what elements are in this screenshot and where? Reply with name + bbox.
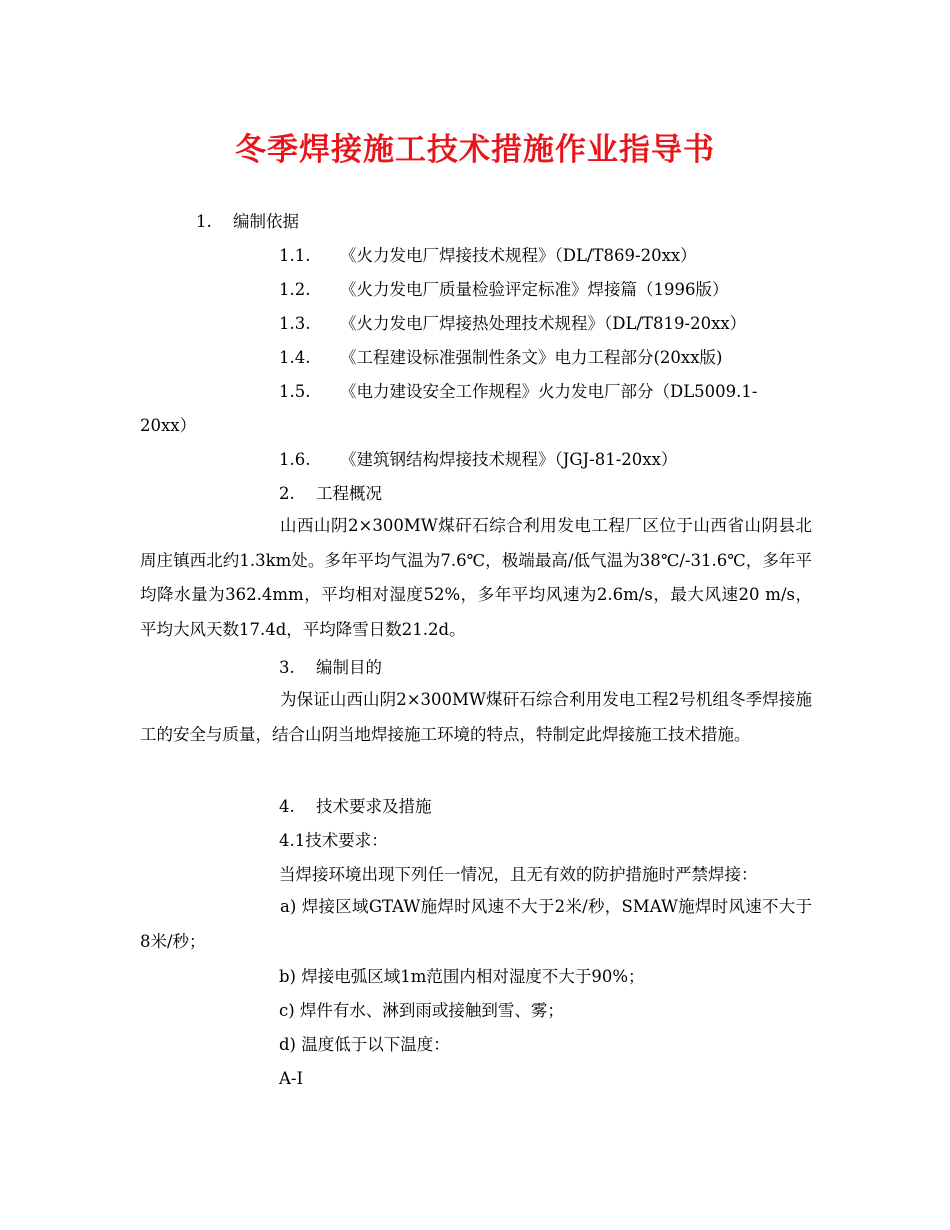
section-heading	[279, 656, 382, 680]
requirement-item-a: a) 焊接区域GTAW施焊时风速不大于2米/秒，SMAW施焊时风速不大于8米/秒；	[140, 897, 812, 951]
subsection-heading: 4.1技术要求：	[279, 831, 388, 850]
requirement-item-d: d) 温度低于以下温度：	[279, 1035, 450, 1054]
reference-number: 1.5.	[279, 382, 311, 401]
reference-item	[279, 244, 697, 268]
reference-item	[279, 312, 746, 336]
reference-text: 《火力发电厂焊接热处理技术规程》（DL/T819-20xx）	[340, 314, 747, 333]
reference-item	[279, 380, 758, 404]
reference-number: 1.2.	[279, 280, 311, 299]
section-number: 3.	[279, 658, 295, 677]
section-paragraph: 山西山阴2×300MW煤矸石综合利用发电工程厂区位于山西省山阴县北周庄镇西北约1.3km处。多年平均气温为7.6℃，极端最高/低气温为38℃/-31.6℃，多年平均降水量为362.4mm，平均相对湿度52%，多年平均风速为2.6m/s，最大风速20 m/s，平均大风天数17.4d，平均降雪日数21.2d。	[140, 516, 812, 639]
requirement-intro: 当焊接环境出现下列任一情况，且无有效的防护措施时严禁焊接：	[279, 865, 758, 884]
section-number: 2.	[279, 484, 295, 503]
reference-text: 《火力发电厂焊接技术规程》（DL/T869-20xx）	[340, 246, 697, 265]
requirement-item-b: b) 焊接电弧区域1m范围内相对湿度不大于90%；	[279, 967, 645, 986]
document-title: 冬季焊接施工技术措施作业指导书	[235, 132, 715, 168]
section-label: 工程概况	[316, 484, 382, 503]
section-label: 编制目的	[316, 658, 382, 677]
section-heading	[279, 482, 382, 506]
section-label: 编制依据	[233, 212, 299, 231]
reference-continuation: 20xx）	[140, 416, 197, 435]
reference-text: 《火力发电厂质量检验评定标准》焊接篇（1996版）	[340, 280, 729, 299]
section-number: 1.	[196, 212, 212, 231]
requirement-item-e: A-Ⅰ	[279, 1069, 304, 1088]
reference-item	[279, 346, 722, 370]
reference-number: 1.1.	[279, 246, 311, 265]
reference-item	[279, 448, 677, 472]
section-label: 技术要求及措施	[316, 797, 432, 816]
reference-number: 1.4.	[279, 348, 311, 367]
reference-text: 《建筑钢结构焊接技术规程》（JGJ-81-20xx）	[340, 450, 678, 469]
reference-text: 《工程建设标准强制性条文》电力工程部分(20xx版)	[340, 348, 723, 367]
reference-item	[279, 278, 729, 302]
section-heading	[196, 210, 299, 234]
section-heading	[279, 795, 432, 819]
reference-number: 1.3.	[279, 314, 311, 333]
reference-text: 《电力建设安全工作规程》火力发电厂部分（DL5009.1-	[340, 382, 758, 401]
section-paragraph: 为保证山西山阴2×300MW煤矸石综合利用发电工程2号机组冬季焊接施工的安全与质量，结合山阴当地焊接施工环境的特点，特制定此焊接施工技术措施。	[140, 690, 812, 744]
section-number: 4.	[279, 797, 295, 816]
requirement-item-c: c) 焊件有水、淋到雨或接触到雪、雾；	[279, 1001, 564, 1020]
reference-number: 1.6.	[279, 450, 311, 469]
